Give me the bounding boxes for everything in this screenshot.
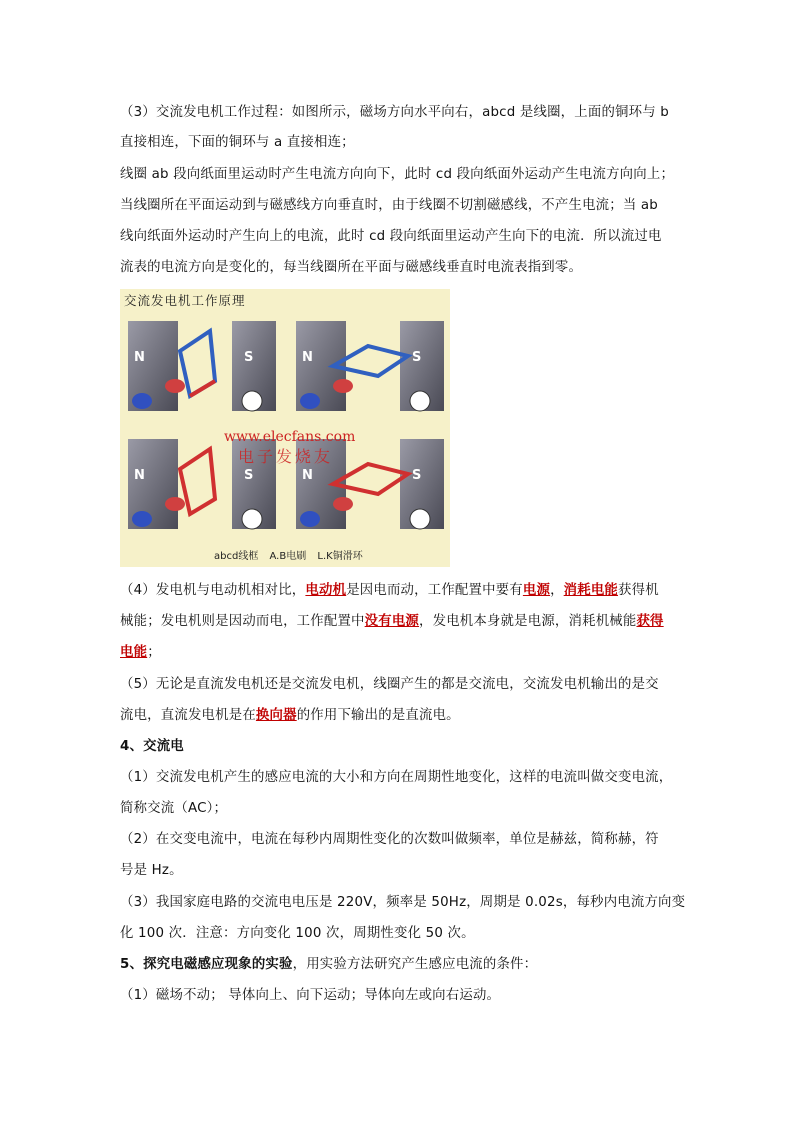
generator-diagram xyxy=(120,289,450,567)
section-5-heading xyxy=(120,956,537,974)
highlight: 换向器 xyxy=(255,708,297,723)
svg-text:S: S xyxy=(244,350,254,365)
s4-p3-line-1: （3）我国家庭电路的交流电电压是 220V，频率是 50Hz，周期是 0.02s，每秒内电流方向变 xyxy=(120,895,686,910)
p5-line-1: （5）无论是直流发电机还是交流发电机，线圈产生的都是交流电，交流发电机输出的是交 xyxy=(120,677,659,692)
p3-line-3: 线圈 ab 段向纸面里运动时产生电流方向向下，此时 cd 段向纸面外运动产生电流方向向上； xyxy=(120,167,675,182)
svg-text:N: N xyxy=(134,468,145,483)
pole-label: N xyxy=(134,350,145,365)
p3-line-5: 线向纸面外运动时产生向上的电流，此时 cd 段向纸面里运动产生向下的电流．所以流过电 xyxy=(120,229,662,244)
watermark-name: 电子发烧友 xyxy=(238,447,334,466)
text: 流电，直流发电机是在 xyxy=(120,708,256,723)
panel-1 xyxy=(128,321,276,411)
highlight: 获得 xyxy=(636,614,664,629)
svg-text:S: S xyxy=(412,350,422,365)
p5-line-2 xyxy=(120,707,460,725)
heading-text: 5、探究电磁感应现象的实验 xyxy=(120,957,293,972)
p3-line-6: 流表的电流方向是变化的，每当线圈所在平面与磁感线垂直时电流表指到零。 xyxy=(120,260,583,275)
section-4-heading: 4、交流电 xyxy=(120,739,184,754)
s4-p3-line-2: 化 100 次．注意：方向变化 100 次，周期性变化 50 次。 xyxy=(120,926,475,941)
ac-generator-figure xyxy=(120,289,450,567)
p3-line-4: 当线圈所在平面运动到与磁感线方向垂直时，由于线圈不切割磁感线，不产生电流；当 ab xyxy=(120,198,659,213)
watermark-url: www.elecfans.com xyxy=(224,429,356,445)
s4-p1-line-1: （1）交流发电机产生的感应电流的大小和方向在周期性地变化，这样的电流叫做交变电流， xyxy=(120,770,673,785)
highlight: 电源 xyxy=(522,583,551,598)
s4-p2-line-1: （2）在交变电流中，电流在每秒内周期性变化的次数叫做频率，单位是赫兹，简称赫，符 xyxy=(120,832,659,847)
figure-title: 交流发电机工作原理 xyxy=(124,293,246,308)
p4-line-3 xyxy=(120,644,161,662)
text: 械能 xyxy=(120,614,148,629)
s4-p1-line-2: 简称交流（AC）； xyxy=(120,801,228,816)
s4-p2-line-2: 号是 Hz。 xyxy=(120,863,183,878)
text: 的作用下输出的是直流电。 xyxy=(296,708,460,723)
p4-line-1 xyxy=(120,582,659,600)
text: ；发电机则是因动而电，工作配置中 xyxy=(147,614,365,629)
highlight: 电能 xyxy=(120,645,148,660)
p4-line-2 xyxy=(120,613,664,631)
p3-line-2: 直接相连，下面的铜环与 a 直接相连； xyxy=(120,135,355,150)
svg-text:S: S xyxy=(412,468,422,483)
svg-text:N: N xyxy=(302,468,313,483)
panel-2 xyxy=(296,321,444,411)
text: ，用实验方法研究产生感应电流的条件： xyxy=(292,957,538,972)
text: ，发电机本身就是电源，消耗机械能 xyxy=(419,614,637,629)
s5-p1: （1）磁场不动； 导体向上、向下运动；导体向左或向右运动。 xyxy=(120,988,501,1003)
highlight: 电动机 xyxy=(305,583,347,598)
svg-text:N: N xyxy=(302,350,313,365)
svg-text:S: S xyxy=(244,468,254,483)
text: （4）发电机与电动机相对比， xyxy=(120,583,306,598)
text: 是因电而动，工作配置中要有 xyxy=(346,583,523,598)
text: 获得机 xyxy=(618,583,659,598)
text: ， xyxy=(550,583,564,598)
text: ； xyxy=(147,645,161,660)
highlight: 消耗电能 xyxy=(563,583,619,598)
p3-line-1: （3）交流发电机工作过程：如图所示，磁场方向水平向右，abcd 是线圈，上面的铜环与 b xyxy=(120,105,669,120)
figure-caption: abcd线框 A.B电刷 L.K铜滑环 xyxy=(214,551,363,562)
highlight: 没有电源 xyxy=(364,614,420,629)
